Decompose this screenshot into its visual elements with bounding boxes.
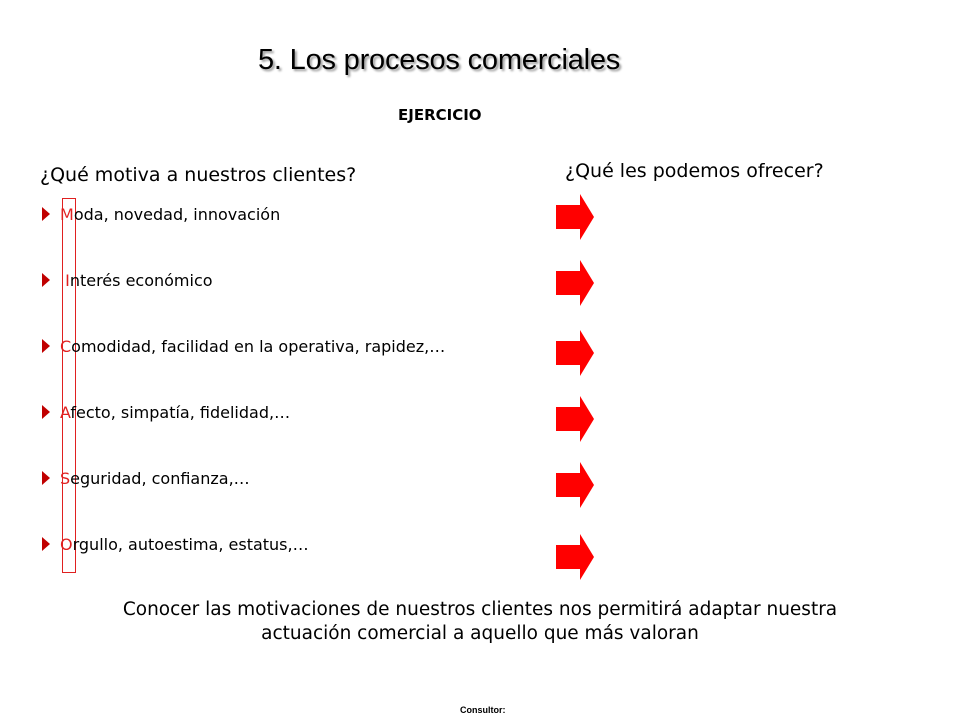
list-item <box>42 460 250 496</box>
triangle-right-icon <box>42 339 60 353</box>
red-block-arrow-right-icon <box>556 534 594 580</box>
list-item-text: Orgullo, autoestima, estatus,… <box>60 534 309 554</box>
footer-consultant: Consultor: <box>460 705 506 715</box>
triangle-right-icon <box>42 537 60 551</box>
question-offer: ¿Qué les podemos ofrecer? <box>565 160 824 182</box>
slide-title: 5. Los procesos comerciales <box>258 44 621 76</box>
list-item <box>42 328 445 364</box>
conclusion-line: Conocer las motivaciones de nuestros clientes nos permitirá adaptar nuestra <box>122 599 838 620</box>
red-block-arrow-right-icon <box>556 396 594 442</box>
initials-highlight-box <box>62 198 76 573</box>
list-item <box>42 526 309 562</box>
red-block-arrow-right-icon <box>556 260 594 306</box>
list-item-text: Interés económico <box>60 270 213 290</box>
triangle-right-icon <box>42 207 60 221</box>
list-item-text: Comodidad, facilidad en la operativa, rapidez,… <box>60 336 446 356</box>
question-motivation: ¿Qué motiva a nuestros clientes? <box>40 164 357 186</box>
list-item-text: Moda, novedad, innovación <box>60 204 281 224</box>
red-block-arrow-right-icon <box>556 194 594 240</box>
red-block-arrow-right-icon <box>556 462 594 508</box>
red-block-arrow-right-icon <box>556 330 594 376</box>
conclusion-line: actuación comercial a aquello que más valoran <box>261 623 699 644</box>
list-item-text: Seguridad, confianza,… <box>60 468 250 488</box>
slide-subtitle: EJERCICIO <box>398 106 482 124</box>
triangle-right-icon <box>42 405 60 419</box>
triangle-right-icon <box>42 471 60 485</box>
conclusion-text <box>40 598 920 646</box>
triangle-right-icon <box>42 273 60 287</box>
list-item <box>42 394 290 430</box>
list-item <box>42 196 280 232</box>
list-item <box>42 262 213 298</box>
list-item-text: Afecto, simpatía, fidelidad,… <box>60 402 291 422</box>
